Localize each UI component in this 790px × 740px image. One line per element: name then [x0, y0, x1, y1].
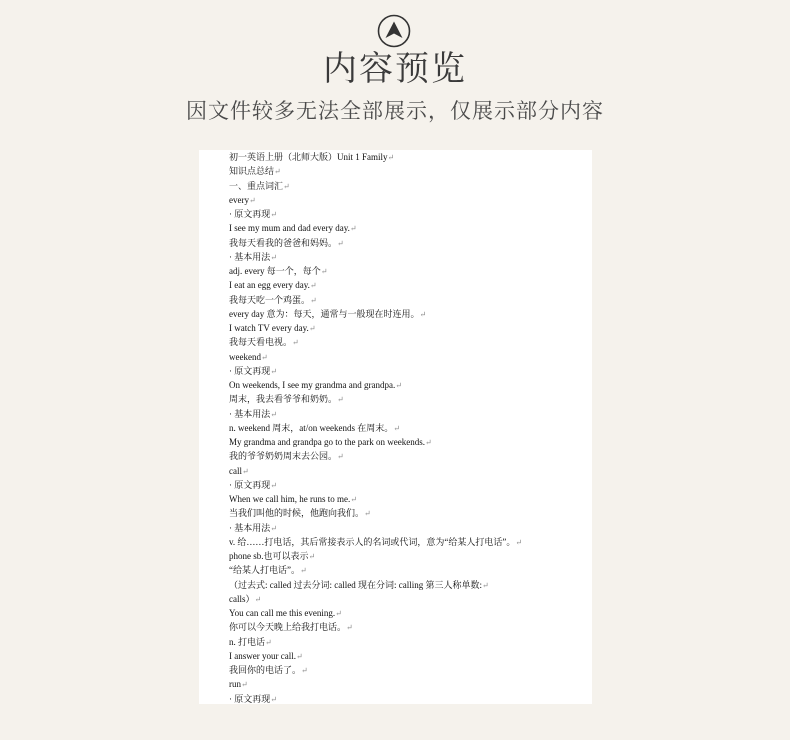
paragraph-mark-icon: ↵ — [337, 395, 344, 405]
chevron-up-circle-icon — [377, 14, 411, 48]
document-line-text: 我的爷爷奶奶周末去公园。 — [229, 451, 338, 462]
paragraph-mark-icon: ↵ — [270, 480, 277, 490]
document-line-text: 周末，我去看爷爷和奶奶。 — [229, 394, 338, 405]
paragraph-mark-icon: ↵ — [254, 594, 262, 604]
document-line-text: On weekends, I see my grandma and grandpa. — [229, 380, 396, 390]
document-line-text: 我回你的电话了。 — [229, 665, 302, 675]
document-line — [229, 478, 586, 492]
document-line — [229, 350, 586, 364]
paragraph-mark-icon: ↵ — [260, 352, 268, 362]
paragraph-mark-icon: ↵ — [309, 281, 317, 291]
document-line-text: · 基本用法 — [229, 251, 271, 262]
document-text — [229, 150, 586, 704]
document-line-text: · 原文再现 — [229, 209, 271, 219]
paragraph-mark-icon: ↵ — [270, 210, 277, 219]
document-line — [229, 649, 586, 663]
document-line — [229, 407, 586, 421]
paragraph-mark-icon: ↵ — [249, 195, 256, 205]
document-line-text: adj. every 每一个，每个 — [229, 266, 321, 276]
document-line — [229, 506, 586, 520]
document-line-text: “给某人打电话”。 — [229, 565, 300, 576]
document-line — [229, 606, 586, 620]
document-line — [229, 578, 586, 592]
document-line-text: 一、重点词汇 — [229, 180, 284, 191]
document-line — [229, 307, 586, 321]
paragraph-mark-icon: ↵ — [270, 366, 277, 376]
paragraph-mark-icon: ↵ — [270, 252, 277, 262]
document-line-text: v. 给……打电话，其后常接表示人的名词或代词，意为“给某人打电话”。 — [229, 536, 516, 547]
document-line-text: I answer your call. — [229, 650, 296, 661]
page-subtitle: 因文件较多无法全部展示，仅展示部分内容 — [186, 99, 604, 123]
document-line — [229, 335, 586, 349]
paragraph-mark-icon: ↵ — [270, 409, 277, 419]
paragraph-mark-icon: ↵ — [292, 338, 299, 348]
document-line — [229, 150, 586, 164]
document-line-text: every — [229, 194, 249, 205]
page-title: 内容预览 — [323, 49, 467, 89]
document-line-text: My grandma and grandpa go to the park on weekends. — [229, 437, 425, 447]
document-line — [229, 179, 586, 193]
document-line — [229, 378, 586, 392]
document-line — [229, 677, 586, 691]
document-line-text: I watch TV every day. — [229, 323, 309, 333]
document-line — [229, 492, 586, 506]
document-line — [229, 278, 586, 292]
paragraph-mark-icon: ↵ — [310, 295, 317, 305]
document-line-text: n. 打电话 — [229, 636, 266, 647]
document-line — [229, 236, 586, 250]
document-line — [229, 635, 586, 649]
document-line — [229, 535, 586, 549]
document-line — [229, 364, 586, 378]
document-preview — [199, 150, 592, 704]
document-line — [229, 193, 586, 207]
document-line-text: n. weekend 周末，at/on weekends 在周末。 — [229, 422, 394, 433]
document-line-text: weekend — [229, 351, 261, 362]
paragraph-mark-icon: ↵ — [337, 238, 344, 248]
document-line-text: You can call me this evening. — [229, 608, 336, 618]
paragraph-mark-icon: ↵ — [346, 623, 353, 633]
document-line-text: 我每天看电视。 — [229, 337, 293, 348]
paragraph-mark-icon: ↵ — [393, 423, 400, 433]
paragraph-mark-icon: ↵ — [300, 566, 307, 576]
paragraph-mark-icon: ↵ — [337, 452, 344, 462]
document-line-text: 当我们叫他的时候，他跑向我们。 — [229, 508, 365, 519]
document-line — [229, 321, 586, 335]
document-line — [229, 207, 586, 221]
document-line — [229, 250, 586, 264]
document-line-text: · 原文再现 — [229, 693, 271, 704]
document-line-text: · 基本用法 — [229, 408, 271, 419]
document-line-text: （过去式: called 过去分词: called 现在分词: calling 第三人称单数: — [229, 579, 482, 590]
paragraph-mark-icon: ↵ — [320, 267, 328, 276]
paragraph-mark-icon: ↵ — [364, 509, 371, 519]
document-line-text: 我每天看我的爸爸和妈妈。 — [229, 237, 338, 248]
document-line-text: When we call him, he runs to me. — [229, 494, 351, 504]
paragraph-mark-icon: ↵ — [265, 637, 272, 647]
paragraph-mark-icon: ↵ — [424, 438, 432, 447]
paragraph-mark-icon: ↵ — [241, 680, 248, 690]
document-line — [229, 221, 586, 235]
paragraph-mark-icon: ↵ — [295, 651, 303, 661]
document-line — [229, 620, 586, 634]
paragraph-mark-icon: ↵ — [301, 666, 308, 675]
document-line-text: · 基本用法 — [229, 522, 271, 533]
document-line-text: call — [229, 465, 242, 476]
paragraph-mark-icon: ↵ — [350, 495, 357, 504]
paragraph-mark-icon: ↵ — [395, 381, 402, 390]
document-line-text: every day 意为：每天，通常与一般现在时连用。 — [229, 308, 420, 319]
document-line-text: 你可以今天晚上给我打电话。 — [229, 622, 347, 633]
document-line — [229, 449, 586, 463]
document-line — [229, 435, 586, 449]
paragraph-mark-icon: ↵ — [274, 167, 281, 177]
document-line — [229, 264, 586, 278]
document-line-text: 初一英语上册（北师大版）Unit 1 Family — [229, 152, 388, 162]
paragraph-mark-icon: ↵ — [308, 324, 316, 333]
document-line — [229, 464, 586, 478]
paragraph-mark-icon: ↵ — [419, 309, 427, 319]
document-line-text: I eat an egg every day. — [229, 280, 310, 291]
document-line — [229, 293, 586, 307]
document-line — [229, 692, 586, 705]
paragraph-mark-icon: ↵ — [270, 694, 277, 704]
document-line — [229, 521, 586, 535]
document-line — [229, 164, 586, 178]
document-line — [229, 592, 586, 606]
document-line-text: run — [229, 679, 241, 690]
document-line-text: 我每天吃一个鸡蛋。 — [229, 294, 311, 305]
paragraph-mark-icon: ↵ — [481, 580, 489, 590]
document-line-text: · 原文再现 — [229, 479, 271, 490]
paragraph-mark-icon: ↵ — [308, 552, 316, 561]
document-line-text: I see my mum and dad every day. — [229, 223, 350, 234]
paragraph-mark-icon: ↵ — [349, 224, 357, 234]
document-line-text: 知识点总结 — [229, 166, 275, 177]
paragraph-mark-icon: ↵ — [387, 153, 395, 162]
document-line-text: · 原文再现 — [229, 365, 271, 376]
document-line — [229, 663, 586, 677]
paragraph-mark-icon: ↵ — [283, 181, 290, 191]
document-line — [229, 392, 586, 406]
document-line-text: calls） — [229, 593, 255, 604]
paragraph-mark-icon: ↵ — [270, 523, 277, 533]
document-line-text: phone sb.也可以表示 — [229, 551, 309, 561]
document-line — [229, 421, 586, 435]
document-line — [229, 563, 586, 577]
document-line — [229, 549, 586, 563]
paragraph-mark-icon: ↵ — [242, 466, 249, 476]
paragraph-mark-icon: ↵ — [515, 537, 523, 547]
paragraph-mark-icon: ↵ — [335, 609, 342, 618]
